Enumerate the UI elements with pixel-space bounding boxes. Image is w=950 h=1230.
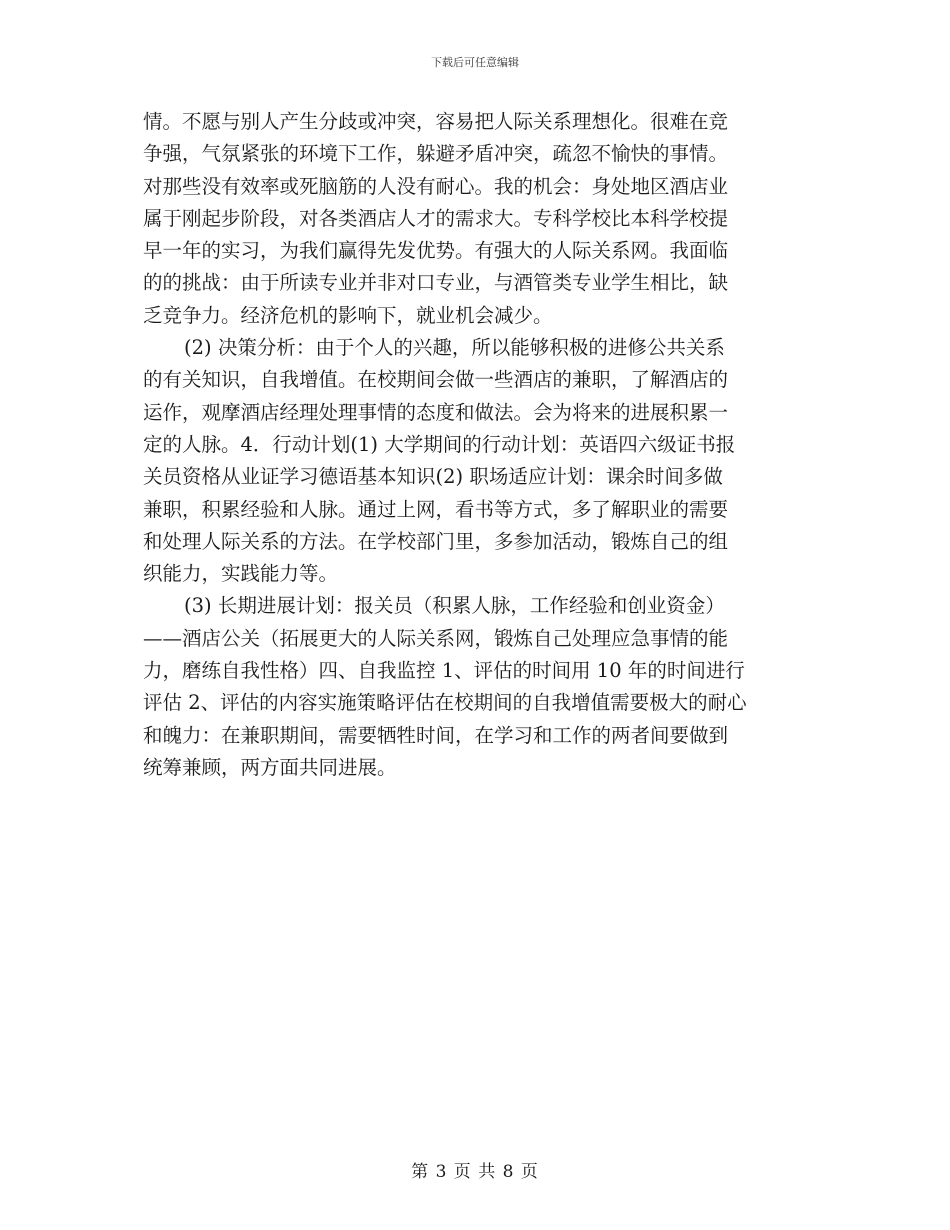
text-line: 的有关知识，自我增值。在校期间会做一些酒店的兼职，了解酒店的 (143, 368, 729, 392)
paragraph-start-line: (3) 长期进展计划：报关员（积累人脉，工作经验和创业资金） (184, 594, 725, 618)
text-line: 定的人脉。4．行动计划(1) 大学期间的行动计划：英语四六级证书报 (143, 432, 736, 456)
text-line: 关员资格从业证学习德语基本知识(2) 职场适应计划：课余时间多做 (143, 465, 723, 489)
text-line: 力，磨练自我性格）四、自我监控 1、评估的时间用 10 年的时间进行 (143, 659, 745, 683)
text-line: 早一年的实习，为我们赢得先发优势。有强大的人际关系网。我面临 (143, 239, 729, 263)
text-line: 对那些没有效率或死脑筋的人没有耐心。我的机会：身处地区酒店业 (143, 174, 729, 198)
paragraph-start-line: (2) 决策分析：由于个人的兴趣，所以能够积极的进修公共关系 (184, 336, 725, 360)
text-line: ——酒店公关（拓展更大的人际关系网，锻炼自己处理应急事情的能 (143, 626, 729, 650)
text-line: 织能力，实践能力等。 (143, 562, 339, 586)
text-line: 运作，观摩酒店经理处理事情的态度和做法。会为将来的进展积累一 (143, 400, 729, 424)
text-line: 属于刚起步阶段，对各类酒店人才的需求大。专科学校比本科学校提 (143, 206, 729, 230)
text-line: 乏竞争力。经济危机的影响下，就业机会减少。 (143, 303, 553, 327)
page-number: 第 3 页 共 8 页 (411, 1162, 539, 1182)
text-line: 评估 2、评估的内容实施策略评估在校期间的自我增值需要极大的耐心 (143, 691, 747, 715)
text-line: 争强，气氛紧张的环境下工作，躲避矛盾冲突，疏忽不愉快的事情。 (143, 142, 729, 166)
text-line: 统筹兼顾，两方面共同进展。 (143, 755, 397, 779)
page-header-note: 下载后可任意编辑 (431, 56, 519, 69)
text-line: 情。不愿与别人产生分歧或冲突，容易把人际关系理想化。很难在竞 (143, 110, 729, 133)
text-line: 和处理人际关系的方法。在学校部门里，多参加活动，锻炼自己的组 (143, 529, 729, 553)
text-line: 的的挑战：由于所读专业并非对口专业，与酒管类专业学生相比，缺 (143, 271, 729, 295)
text-line: 和魄力：在兼职期间，需要牺牲时间，在学习和工作的两者间要做到 (143, 723, 729, 747)
text-line: 兼职，积累经验和人脉。通过上网，看书等方式，多了解职业的需要 (143, 497, 729, 521)
document-body (143, 106, 813, 784)
